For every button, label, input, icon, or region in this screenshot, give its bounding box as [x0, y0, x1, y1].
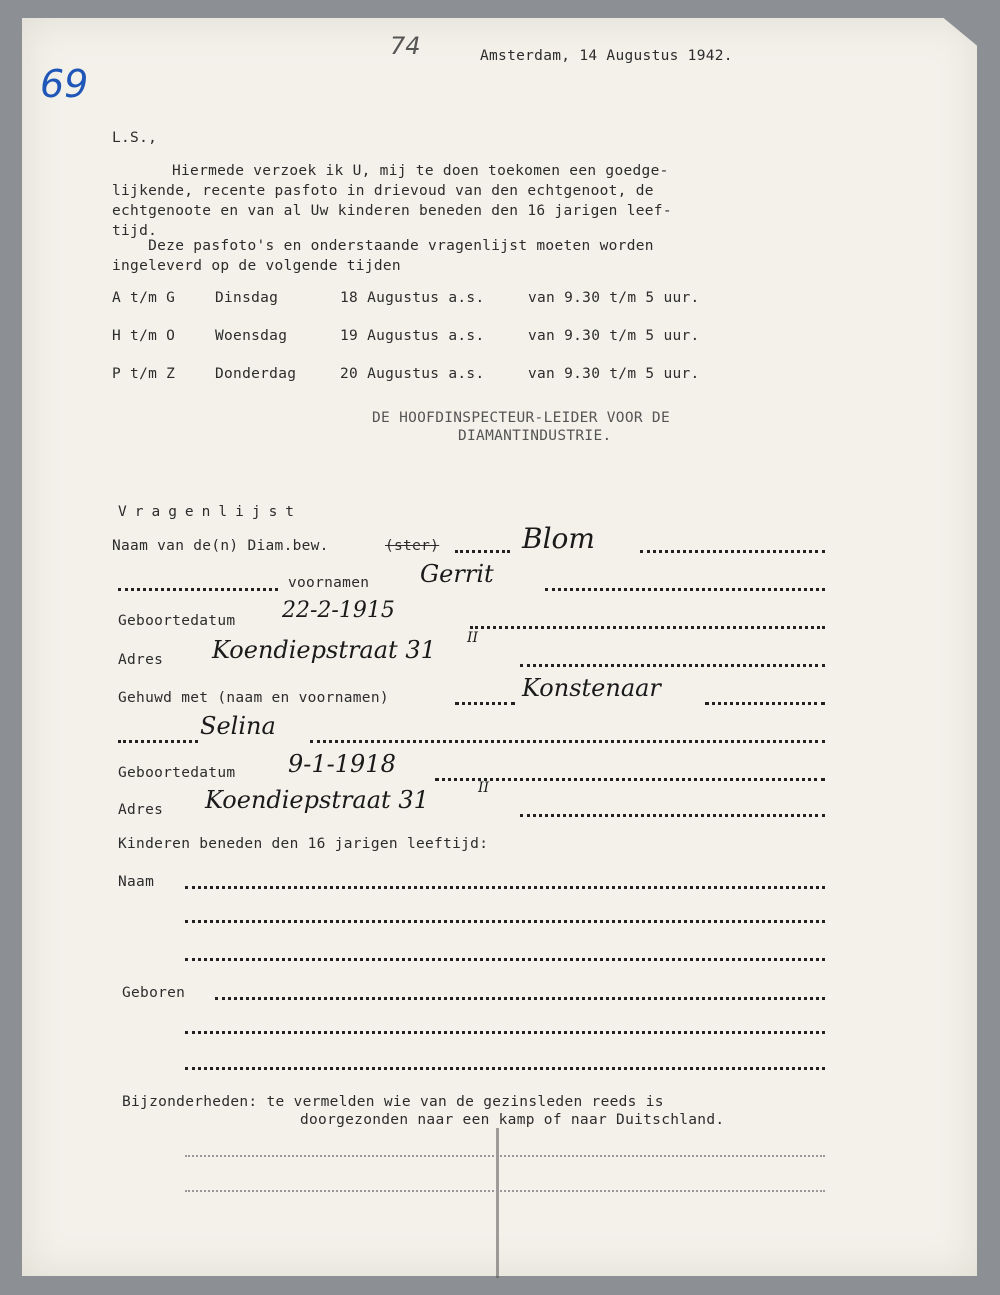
schedule-range: A t/m G	[112, 290, 176, 306]
schedule-range: H t/m O	[112, 328, 176, 344]
signature-line-1: DE HOOFDINSPECTEUR-LEIDER VOOR DE	[372, 410, 670, 426]
spouse-birth-label: Geboortedatum	[118, 765, 236, 781]
schedule-range: P t/m Z	[112, 366, 176, 382]
paragraph-line-5: Deze pasfoto's en onderstaande vragenlijst moeten worden	[112, 238, 654, 254]
dot-leader	[640, 550, 825, 553]
paper-tear	[496, 1128, 499, 1278]
dot-leader	[545, 588, 825, 591]
children-label: Kinderen beneden den 16 jarigen leeftijd:	[118, 836, 489, 852]
paragraph-line-4: tijd.	[112, 223, 158, 239]
notes-line-2: doorgezonden naar een kamp of naar Duitschland.	[300, 1112, 725, 1128]
dot-leader	[185, 958, 825, 961]
dot-leader	[215, 997, 825, 1000]
name-label: Naam van de(n) Diam.bew.	[112, 538, 329, 554]
spouse-firstname-value: Selina	[200, 712, 276, 740]
children-name-label: Naam	[118, 874, 155, 890]
firstname-value: Gerrit	[420, 560, 494, 588]
salutation: L.S.,	[112, 130, 158, 146]
spouse-address-floor: II	[478, 780, 490, 796]
dot-leader	[470, 626, 825, 629]
dot-leader	[520, 814, 825, 817]
firstname-label: voornamen	[288, 575, 370, 591]
spouse-address-label: Adres	[118, 802, 164, 818]
birth-value: 22-2-1915	[282, 598, 395, 623]
children-born-label: Geboren	[122, 985, 186, 1001]
spouse-birth-value: 9-1-1918	[288, 750, 396, 778]
schedule-time: van 9.30 t/m 5 uur.	[528, 366, 700, 382]
birth-label: Geboortedatum	[118, 613, 236, 629]
dot-leader	[705, 702, 825, 705]
schedule-time: van 9.30 t/m 5 uur.	[528, 290, 700, 306]
dot-leader	[185, 1190, 825, 1192]
name-value: Blom	[522, 522, 595, 555]
schedule-day: Dinsdag	[215, 290, 279, 306]
schedule-date: 20 Augustus a.s.	[340, 366, 485, 382]
paragraph-line-6: ingeleverd op de volgende tijden	[112, 258, 401, 274]
schedule-day: Woensdag	[215, 328, 288, 344]
signature-line-2: DIAMANTINDUSTRIE.	[458, 428, 612, 444]
dot-leader	[185, 1155, 825, 1157]
spouse-address-value: Koendiepstraat 31	[205, 786, 429, 814]
schedule-time: van 9.30 t/m 5 uur.	[528, 328, 700, 344]
schedule-date: 19 Augustus a.s.	[340, 328, 485, 344]
dot-leader	[185, 1067, 825, 1070]
address-label: Adres	[118, 652, 164, 668]
schedule-date: 18 Augustus a.s.	[340, 290, 485, 306]
address-floor: II	[467, 630, 479, 646]
paragraph-line-1: Hiermede verzoek ik U, mij te doen toekomen een goedge-	[172, 163, 669, 179]
schedule-day: Donderdag	[215, 366, 297, 382]
dot-leader	[520, 664, 825, 667]
notes-line-1: Bijzonderheden: te vermelden wie van de gezinsleden reeds is	[122, 1094, 664, 1110]
paragraph-line-2: lijkende, recente pasfoto in drievoud van den echtgenoot, de	[112, 183, 654, 199]
dot-leader	[185, 886, 825, 889]
form-title: Vragenlijst	[118, 504, 303, 520]
dot-leader	[455, 550, 510, 553]
dot-leader	[455, 702, 515, 705]
spouse-surname-value: Konstenaar	[522, 674, 661, 702]
spouse-label: Gehuwd met (naam en voornamen)	[118, 690, 389, 706]
name-struck-suffix: (ster)	[385, 538, 440, 554]
dot-leader	[185, 920, 825, 923]
dot-leader	[185, 1031, 825, 1034]
place-date: Amsterdam, 14 Augustus 1942.	[480, 48, 733, 64]
dot-leader	[435, 778, 825, 781]
paragraph-line-3: echtgenoote en van al Uw kinderen beneden den 16 jarigen leef-	[112, 203, 672, 219]
archive-number-blue: 69	[40, 62, 89, 106]
dot-leader	[118, 740, 198, 743]
dot-leader	[118, 588, 278, 591]
archive-number-pencil: 74	[390, 32, 421, 60]
dot-leader	[310, 740, 825, 743]
address-value: Koendiepstraat 31	[212, 636, 436, 664]
